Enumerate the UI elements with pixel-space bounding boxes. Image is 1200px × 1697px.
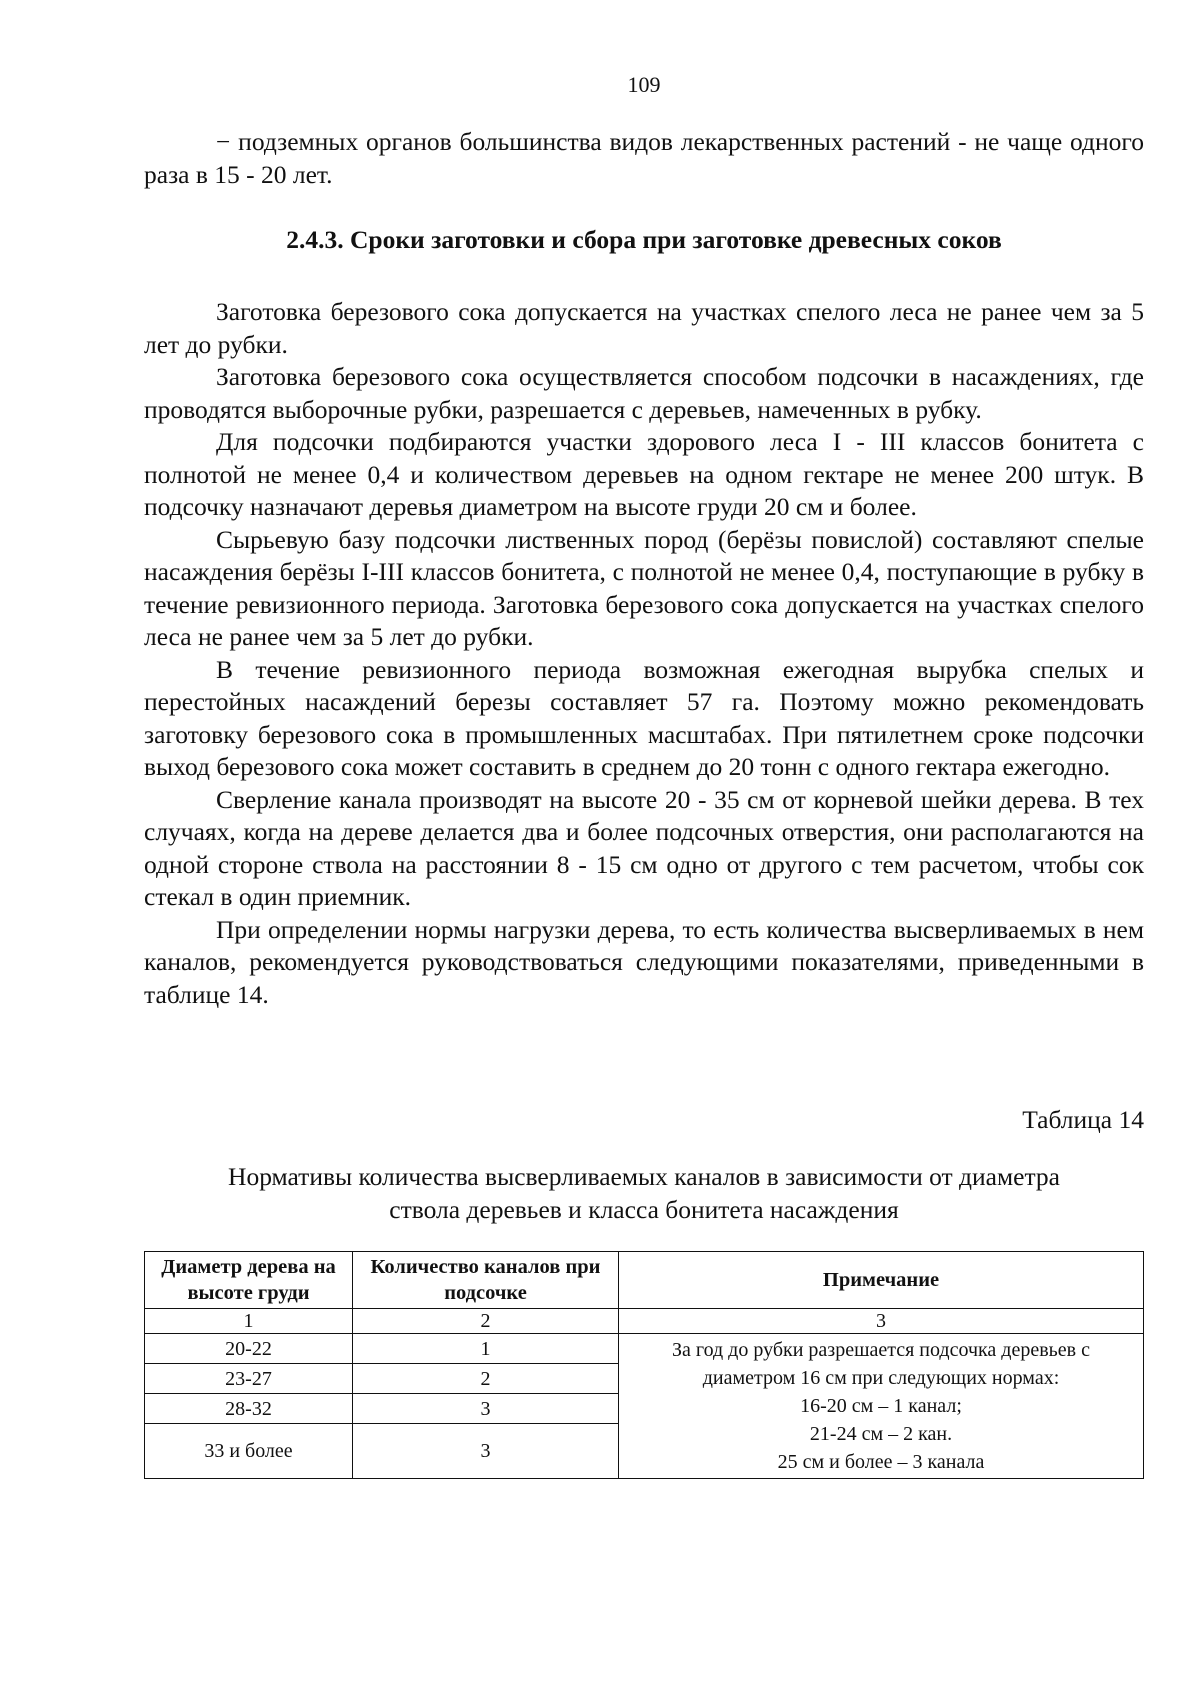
column-number: 3 <box>619 1309 1144 1334</box>
table-caption-line: ствола деревьев и класса бонитета насаждения <box>389 1194 899 1224</box>
column-number: 2 <box>353 1309 619 1334</box>
column-number-row <box>145 1309 1144 1334</box>
table-number-label: Таблица 14 <box>1022 1105 1144 1134</box>
cell-diameter: 23-27 <box>145 1364 353 1394</box>
header-channels: Количество каналов при подсочке <box>353 1252 619 1309</box>
paragraph: Сырьевую базу подсочки лиственных пород (берёзы повислой) составляют спелые насаждения берёзы I-III классов бонитета, с полнотой не менее 0,4, поступающие в рубку в течение ревизионного периода. Заготовка березового сока допускается на участках спелого леса не ранее чем за 5 лет до рубки. <box>144 524 1144 651</box>
paragraph: При определении нормы нагрузки дерева, то есть количества высверливаемых в нем каналов, рекомендуется руководствоваться следующими показателями, приведенными в таблице 14. <box>144 914 1144 1009</box>
paragraph: Заготовка березового сока допускается на участках спелого леса не ранее чем за 5 лет до рубки. <box>144 297 1144 359</box>
norms-table <box>144 1251 1144 1479</box>
paragraph: В течение ревизионного периода возможная ежегодная вырубка спелых и перестойных насаждений березы составляет 57 га. Поэтому можно рекомендовать заготовку березового сока в промышленных масштабах. При пятилетнем сроке подсочки выход березового сока может составить в среднем до 20 тонн с одного гектара ежегодно. <box>144 654 1144 781</box>
table-caption <box>144 1161 1144 1226</box>
cell-channels: 2 <box>353 1364 619 1394</box>
page-number: 109 <box>627 72 661 97</box>
cell-diameter: 20-22 <box>145 1334 353 1364</box>
intro-paragraph: − подземных органов большинства видов лекарственных растений - не чаще одного раза в 15 - 20 лет. <box>144 127 1144 189</box>
header-note: Примечание <box>619 1252 1144 1309</box>
section-heading: 2.4.3. Сроки заготовки и сбора при заготовке древесных соков <box>286 225 1002 254</box>
paragraph: Сверление канала производят на высоте 20 - 35 см от корневой шейки дерева. В тех случаях, когда на дереве делается два и более подсочных отверстия, они располагаются на одной стороне ствола на расстоянии 8 - 15 см одно от другого с тем расчетом, чтобы сок стекал в один приемник. <box>144 784 1144 911</box>
cell-diameter: 33 и более <box>145 1424 353 1479</box>
note-line: 25 см и более – 3 канала <box>777 1451 985 1473</box>
intro-block <box>144 126 1144 191</box>
table-caption-line: Нормативы количества высверливаемых каналов в зависимости от диаметра <box>228 1162 1060 1191</box>
paragraph: Для подсочки подбираются участки здорового леса I - III классов бонитета с полнотой не менее 0,4 и количеством деревьев на одном гектаре не менее 200 штук. В подсочку назначают деревья диаметром на высоте груди 20 см и более. <box>144 427 1144 521</box>
cell-channels: 3 <box>353 1424 619 1479</box>
paragraph: Заготовка березового сока осуществляется способом подсочки в насаждениях, где проводятся выборочные рубки, разрешается с деревьев, намеченных в рубку. <box>144 362 1144 424</box>
cell-channels: 1 <box>353 1334 619 1364</box>
cell-note <box>619 1334 1144 1479</box>
body-text <box>144 296 1144 1011</box>
note-line: За год до рубки разрешается подсочка деревьев с <box>671 1339 1091 1361</box>
table-row <box>145 1334 1144 1364</box>
note-line: 21-24 см – 2 кан. <box>809 1423 953 1445</box>
table-header-row <box>145 1252 1144 1309</box>
note-line: 16-20 см – 1 канал; <box>800 1395 962 1417</box>
cell-diameter: 28-32 <box>145 1394 353 1424</box>
cell-channels: 3 <box>353 1394 619 1424</box>
column-number: 1 <box>145 1309 353 1334</box>
header-diameter: Диаметр дерева на высоте груди <box>145 1252 353 1309</box>
note-line: диаметром 16 см при следующих нормах: <box>702 1367 1060 1389</box>
